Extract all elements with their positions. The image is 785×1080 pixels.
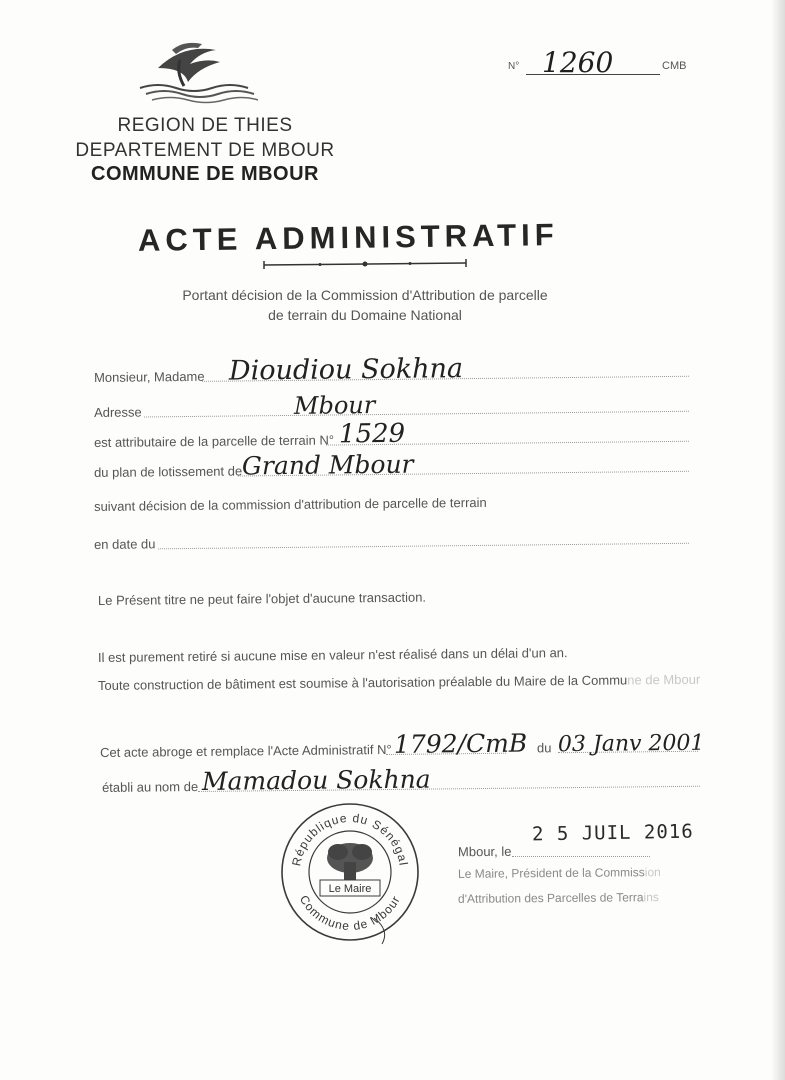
mayor-title-line-2-text: d'Attribution des Parcelles de Terra [457,890,644,906]
construction-clause-faded-text: ne de Mbour [627,671,701,688]
field-previous-holder [101,764,700,797]
parcel-label: est attributaire de la parcelle de terrain N° [93,432,335,450]
number-suffix: CMB [662,60,687,72]
departement-heading: DEPARTEMENT DE MBOUR [75,140,335,161]
field-commission-decision [94,486,689,516]
beneficiary-name-handwritten: Dioudiou Sokhna [228,353,464,387]
construction-clause [98,672,700,693]
parcel-number-handwritten: 1529 [338,418,406,450]
commune-heading: COMMUNE DE MBOUR [91,163,319,185]
document-number [508,46,688,80]
previous-holder-label: établi au nom de [101,778,199,795]
stamp-center-text: Le Maire [328,883,372,895]
field-subdivision-plan [93,449,689,482]
field-beneficiary [93,353,689,387]
abrogated-act-date-handwritten: 03 Janv 2001 [557,730,705,758]
number-label: N° [508,61,520,72]
region-heading: REGION DE THIES [117,115,293,136]
page-edge-shadow [771,0,785,1080]
dotted-line [512,856,650,857]
dotted-line [144,411,689,418]
number-value-handwritten: 1260 [542,46,614,79]
subtitle-line-2: de terrain du Domaine National [268,307,462,323]
abrogated-act-number-handwritten: 1792/CmB [393,728,528,759]
withdrawal-clause: Il est purement retiré si aucune mise en valeur n'est réalisé dans un délai d'un an. [97,645,568,665]
abrogation-label: Cet acte abroge et remplace l'Acte Administratif N° [99,741,392,760]
dotted-line [158,543,689,550]
subtitle-line-1: Portant décision de la Commission d'Attribution de parcelle [182,287,548,303]
previous-holder-name-handwritten: Mamadou Sokhna [201,764,431,796]
issue-place-label: Mbour, le [457,843,512,860]
issue-date-stamp: 2 5 JUIL 2016 [531,820,694,846]
commune-emblem-logo [128,38,268,106]
stamp-top-text: République du Sénégal [289,810,411,868]
beneficiary-label: Monsieur, Madame [93,368,205,385]
title-ornament-divider [260,258,470,272]
document-title: ACTE ADMINISTRATIF [137,217,559,258]
construction-clause-text: Toute construction de bâtiment est soumise à l'autorisation préalable du Maire de la Commu [97,672,628,693]
field-address [94,392,689,422]
mayor-title-line-2 [458,890,659,906]
address-value-handwritten: Mbour [293,391,376,420]
decision-label: suivant décision de la commission d'attribution de parcelle de terrain [93,494,487,514]
official-stamp [278,800,423,945]
transaction-clause: Le Présent titre ne peut faire l'objet d'aucune transaction. [97,589,427,608]
mayor-title-line-1-text: Le Maire, Président de la Commiss [457,865,645,881]
decision-date-label: en date du [93,536,156,552]
abrogation-du-label: du [536,740,552,756]
baobab-tree-icon [327,843,373,880]
address-label: Adresse [93,404,142,420]
mayor-title-line-1 [458,865,661,881]
field-decision-date [94,524,689,554]
field-parcel-number [93,418,689,452]
plan-value-handwritten: Grand Mbour [241,449,414,481]
stamp-bottom-text: Commune de Mbour [296,892,404,934]
mayor-title-line-2-faded: ins [643,890,659,905]
mayor-title-line-1-faded: ion [644,865,661,880]
field-abrogation [99,728,705,762]
plan-label: du plan de lotissement de [93,463,243,480]
